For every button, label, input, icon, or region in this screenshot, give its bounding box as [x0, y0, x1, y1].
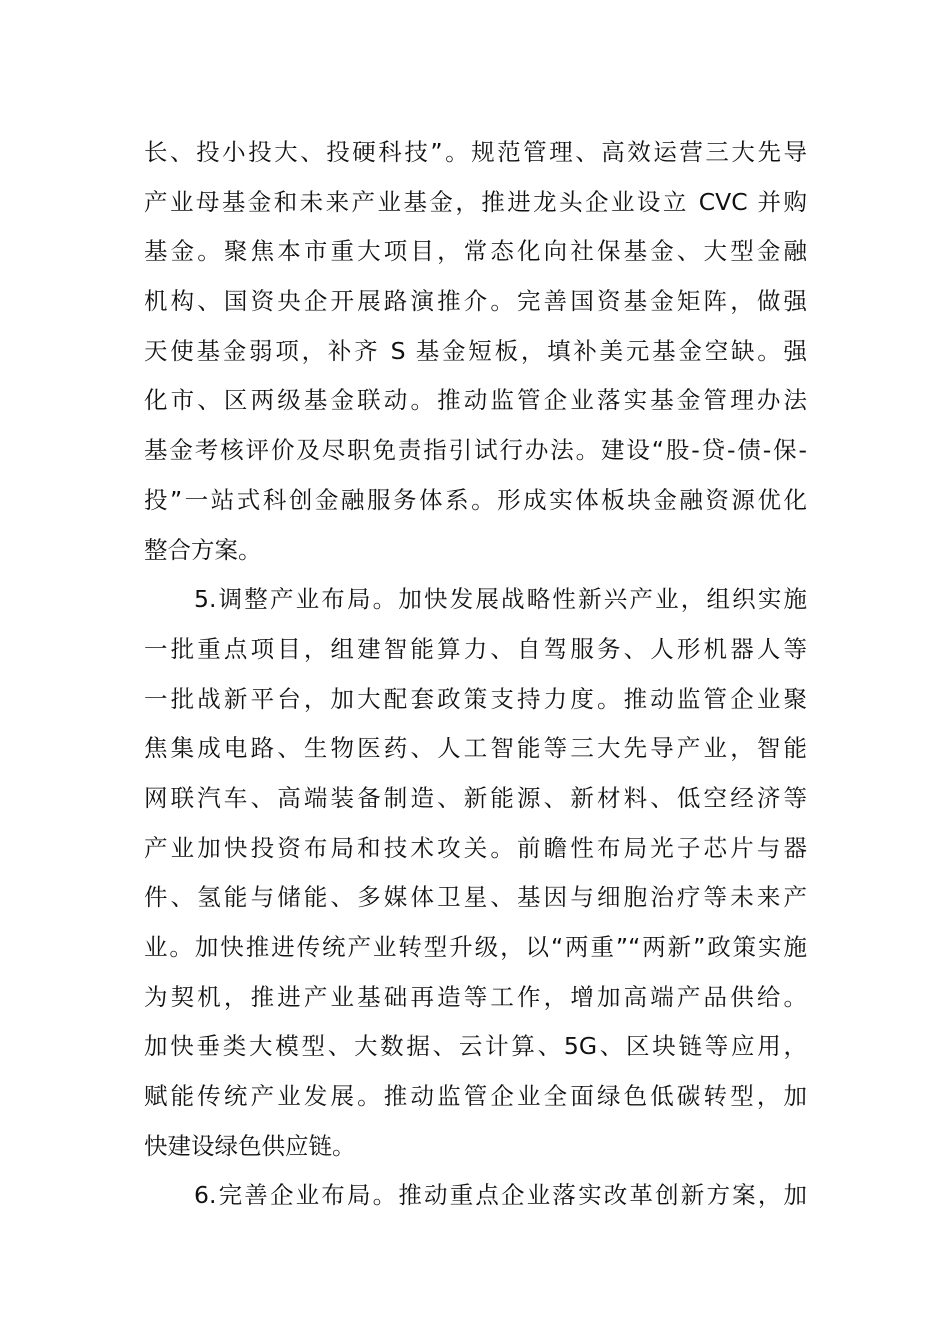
paragraph-heading-6: 6.完善企业布局。推动重点企业落实改革创新方案，加 — [194, 1181, 807, 1210]
text-line: 快建设绿色供应链。 — [144, 1131, 356, 1160]
text-line: 整合方案。 — [144, 535, 262, 564]
text-line: 加快垂类大模型、大数据、云计算、5G、区块链等应用， — [144, 1032, 807, 1061]
text-line: 产业加快投资布局和技术攻关。前瞻性布局光子芯片与器 — [144, 833, 807, 862]
text-line: 为契机，推进产业基础再造等工作，增加高端产品供给。 — [144, 982, 807, 1011]
body-text — [144, 128, 807, 1221]
text-line: 化市、区两级基金联动。推动监管企业落实基金管理办法 — [144, 386, 807, 415]
text-line: 产业母基金和未来产业基金，推进龙头企业设立 CVC 并购 — [144, 187, 807, 216]
text-line: 投”一站式科创金融服务体系。形成实体板块金融资源优化 — [144, 485, 807, 514]
text-line: 业。加快推进传统产业转型升级，以“两重”“两新”政策实施 — [144, 933, 807, 961]
text-line: 件、氢能与储能、多媒体卫星、基因与细胞治疗等未来产 — [144, 883, 807, 912]
text-line: 基金。聚焦本市重大项目，常态化向社保基金、大型金融 — [144, 237, 807, 266]
text-line: 长、投小投大、投硬科技”。规范管理、高效运营三大先导 — [144, 138, 807, 166]
text-line: 网联汽车、高端装备制造、新能源、新材料、低空经济等 — [144, 783, 807, 812]
text-line: 一批战新平台，加大配套政策支持力度。推动监管企业聚 — [144, 684, 807, 713]
text-line: 赋能传统产业发展。推动监管企业全面绿色低碳转型，加 — [144, 1082, 807, 1111]
text-line: 天使基金弱项，补齐 S 基金短板，填补美元基金空缺。强 — [144, 336, 807, 365]
text-line: 基金考核评价及尽职免责指引试行办法。建设“股-贷-债-保- — [144, 436, 807, 465]
text-line: 机构、国资央企开展路演推介。完善国资基金矩阵，做强 — [144, 287, 807, 316]
text-line: 一批重点项目，组建智能算力、自驾服务、人形机器人等 — [144, 634, 807, 663]
text-line: 焦集成电路、生物医药、人工智能等三大先导产业，智能 — [144, 734, 807, 763]
paragraph-heading-5: 5.调整产业布局。加快发展战略性新兴产业，组织实施 — [194, 585, 807, 614]
